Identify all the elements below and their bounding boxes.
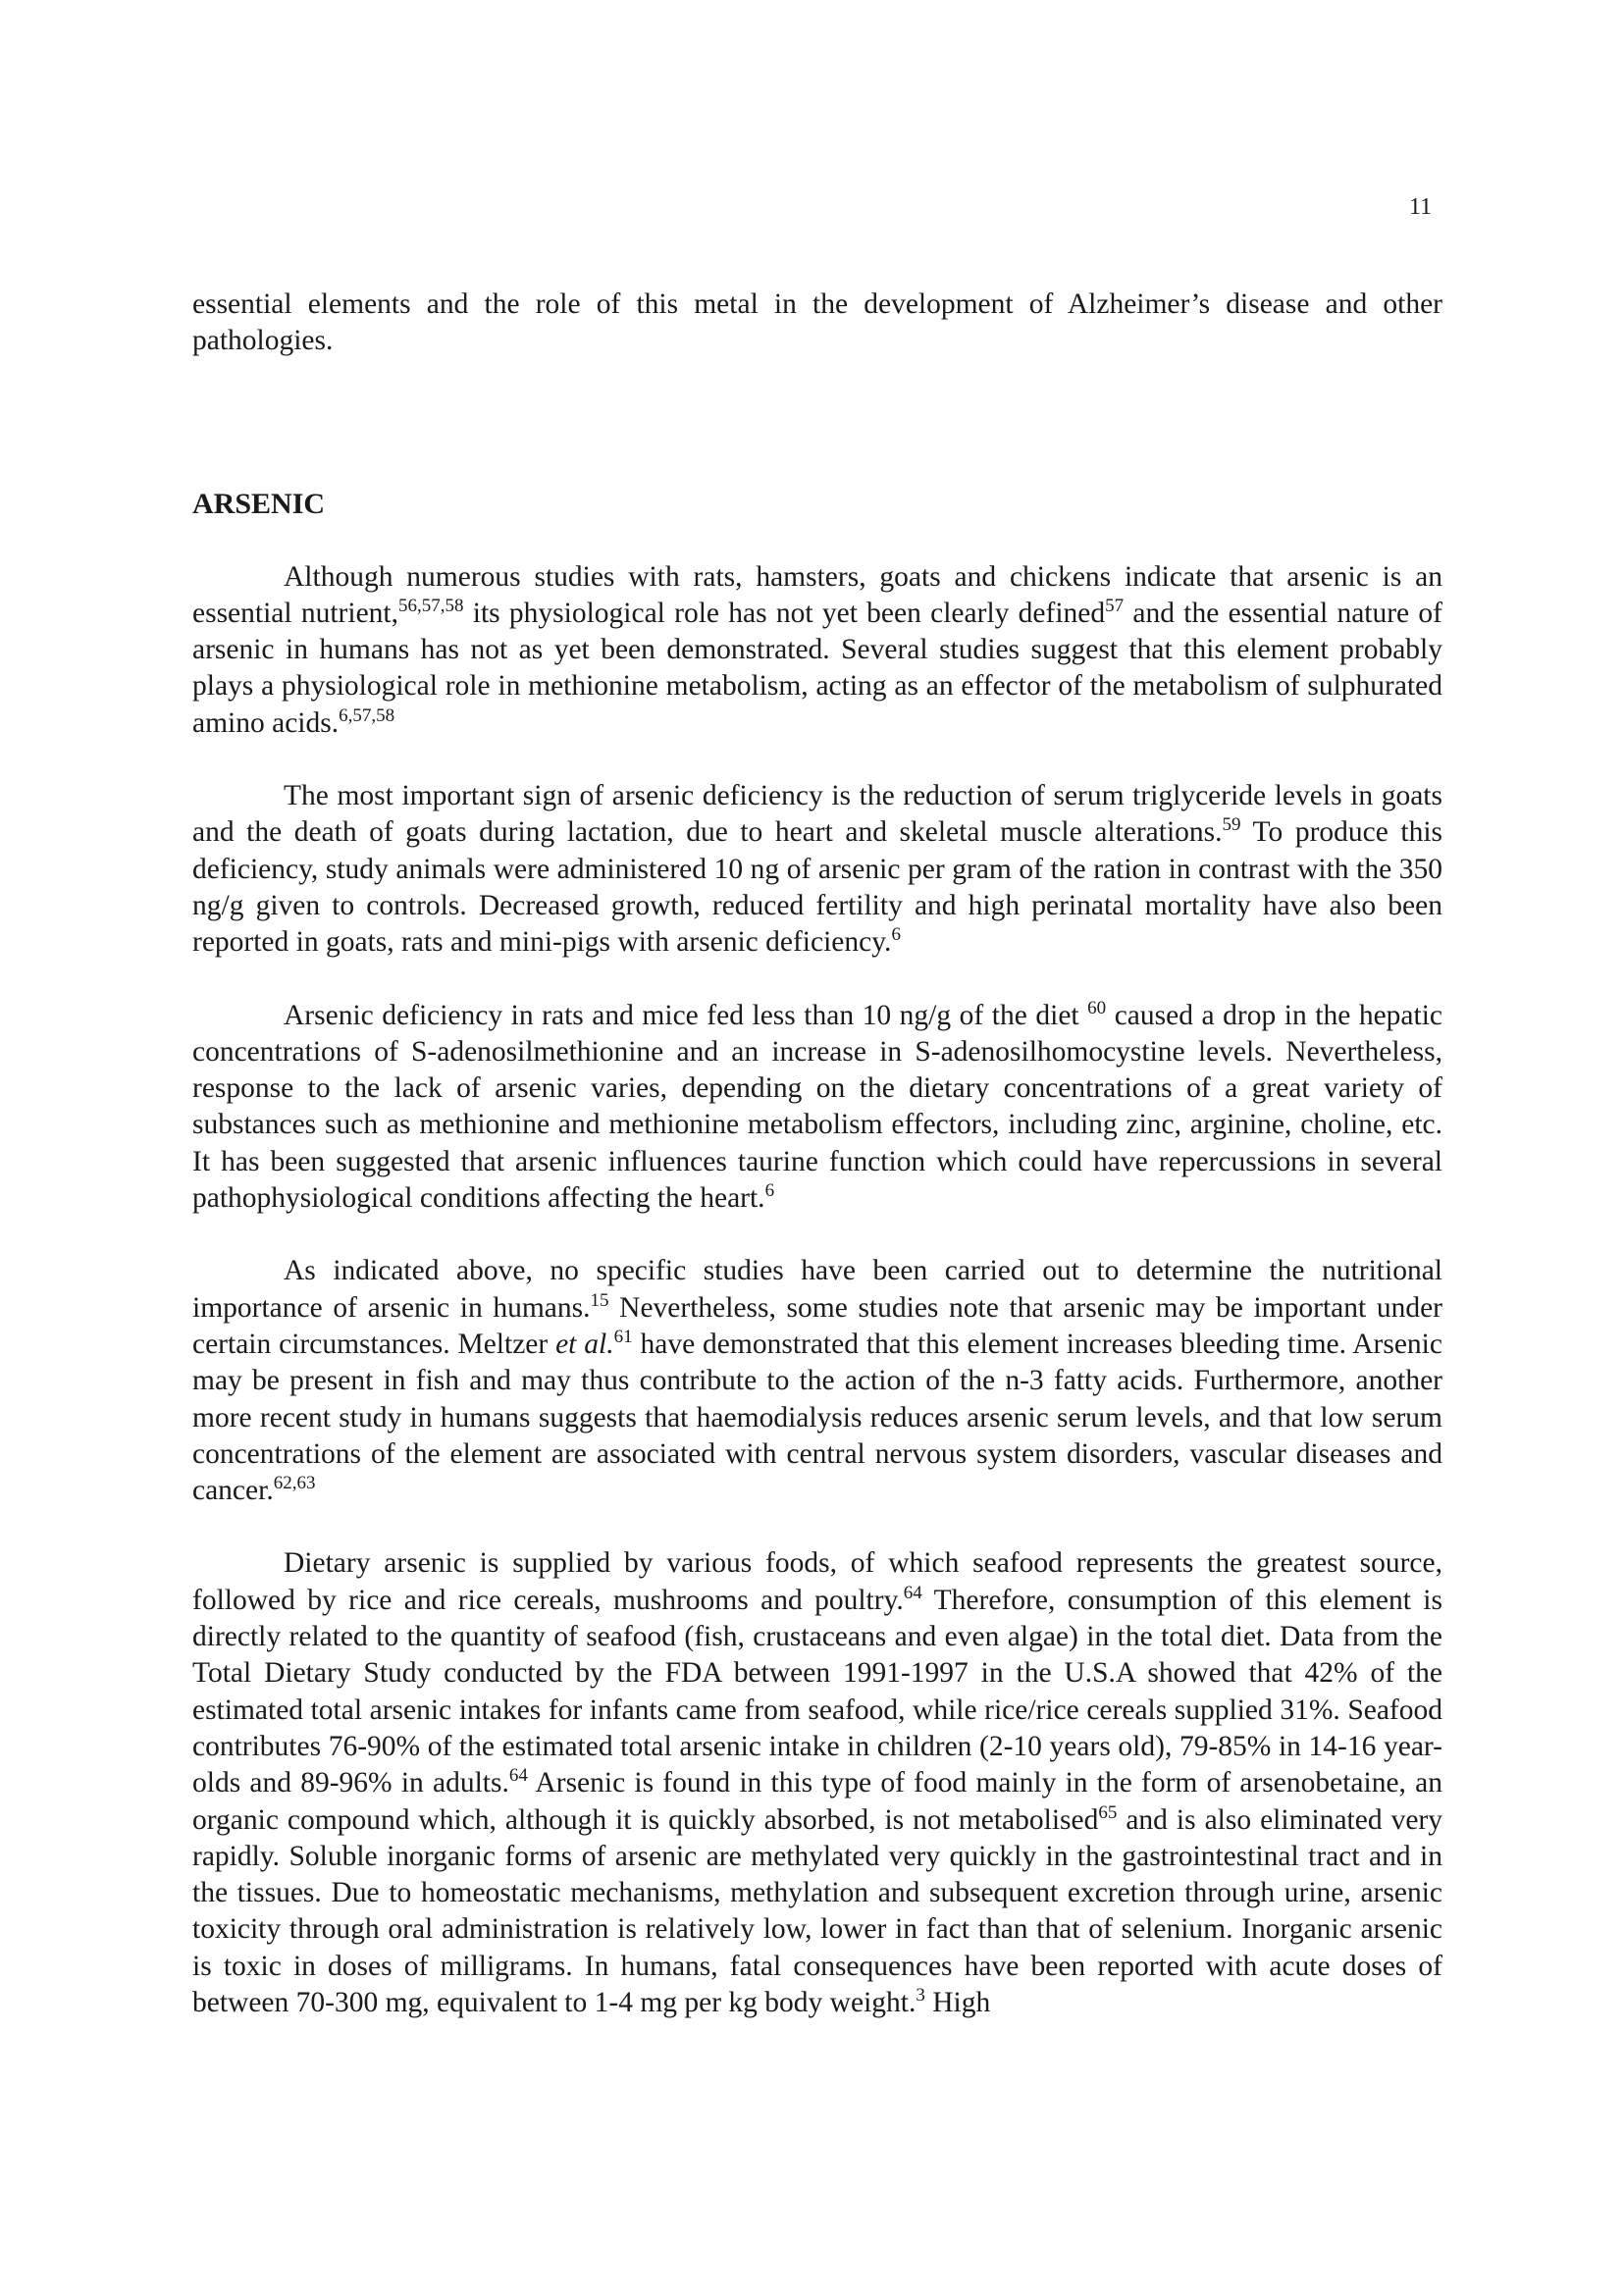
citation-ref: 60 xyxy=(1087,997,1107,1018)
paragraph-text: As indicated above, no specific studies have been carried out to determine the nutritional importance of arsenic in humans. xyxy=(192,1255,1442,1324)
paragraph-deficiency-sign xyxy=(192,778,1442,961)
paragraph-dietary-sources xyxy=(192,1545,1442,2021)
citation-ref: 64 xyxy=(508,1765,528,1787)
citation-ref: 6 xyxy=(764,1180,775,1202)
paragraph-human-importance xyxy=(192,1253,1442,1509)
continuation-paragraph: essential elements and the role of this metal in the development of Alzheimer’s disease and other pathologies. xyxy=(192,288,1442,357)
citation-ref: 6 xyxy=(891,924,901,946)
paragraph-text: Nevertheless, some studies note that arsenic may be important under certain circumstances. Meltzer xyxy=(192,1291,1442,1360)
paragraph-text: Dietary arsenic is supplied by various foods, of which seafood represents the greatest source, followed by rice and rice cereals, mushrooms and poultry. xyxy=(192,1547,1442,1616)
paragraph-text: Arsenic is found in this type of food mainly in the form of arsenobetaine, an organic compound which, although it is quickly absorbed, is not metabolised xyxy=(192,1767,1442,1836)
citation-ref: 3 xyxy=(916,1984,925,2006)
paragraph-text: To produce this deficiency, study animals were administered 10 ng of arsenic per gram of the ration in contrast with the 350 ng/g given to controls. Decreased growth, reduced fertility and high perinatal mortality have also been reported in goats, rats and mini-pigs with arsenic deficiency. xyxy=(192,816,1443,959)
paragraph-text: its physiological role has not yet been clearly defined xyxy=(463,597,1106,629)
citation-ref: 61 xyxy=(613,1326,633,1347)
citation-ref: 57 xyxy=(1105,595,1125,616)
paragraph-text: have demonstrated that this element increases bleeding time. Arsenic may be present in fish and may thus contribute to the action of the n-3 fatty acids. Furthermore, another more recent study in humans suggests that haemodialysis reduces arsenic serum levels, and that low serum concentrations of the element are associated with central nervous system disorders, vascular diseases and cancer. xyxy=(192,1328,1442,1507)
paragraph-text: Arsenic deficiency in rats and mice fed less than 10 ng/g of the diet xyxy=(284,999,1088,1031)
et-al-italic: et al. xyxy=(555,1328,614,1360)
paragraph-text: and the essential nature of arsenic in humans has not as yet been demonstrated. Several studies suggest that this element probably plays a physiological role in methionine metabolism, acting as an effector of the metabolism of sulphurated amino acids. xyxy=(192,597,1442,739)
citation-ref: 65 xyxy=(1098,1801,1118,1823)
citation-ref: 15 xyxy=(590,1289,609,1311)
citation-ref: 59 xyxy=(1222,814,1241,836)
paragraph-deficiency-rats xyxy=(192,998,1442,1218)
paragraph-essentiality xyxy=(192,559,1442,742)
citation-ref: 64 xyxy=(903,1582,922,1603)
document-body xyxy=(192,287,1442,2021)
paragraph-text: High xyxy=(924,1986,991,2018)
citation-ref: 6,57,58 xyxy=(339,704,395,726)
paragraph-text: caused a drop in the hepatic concentrations of S-adenosilmethionine and an increase in S-adenosilhomocystine levels. Nevertheless, response to the lack of arsenic varies, depending on the dietary concentrations of a great variety of substances such as methionine and methionine metabolism effectors, including zinc, arginine, choline, etc. It has been suggested that arsenic influences taurine function which could have repercussions in several pathophysiological conditions affecting the heart. xyxy=(192,999,1443,1215)
paragraph-text: and is also eliminated very rapidly. Soluble inorganic forms of arsenic are methylated very quickly in the gastrointestinal tract and in the tissues. Due to homeostatic mechanisms, methylation and subsequent excretion through urine, arsenic toxicity through oral administration is relatively low, lower in fact than that of selenium. Inorganic arsenic is toxic in doses of milligrams. In humans, fatal consequences have been reported with acute doses of between 70-300 mg, equivalent to 1-4 mg per kg body weight. xyxy=(192,1803,1442,2018)
page-number: 11 xyxy=(1409,194,1433,220)
paragraph-text: The most important sign of arsenic deficiency is the reduction of serum triglyceride levels in goats and the death of goats during lactation, due to heart and skeletal muscle alterations. xyxy=(192,780,1442,849)
paragraph-text: Although numerous studies with rats, hamsters, goats and chickens indicate that arsenic is an essential nutrient, xyxy=(192,560,1442,629)
section-heading: ARSENIC xyxy=(192,487,326,520)
citation-ref: 56,57,58 xyxy=(398,595,464,616)
paragraph-text: Therefore, consumption of this element is directly related to the quantity of seafood (fish, crustaceans and even algae) in the total diet. Data from the Total Dietary Study conducted by the FDA between 1991-1997 in the U.S.A showed that 42% of the estimated total arsenic intakes for infants came from seafood, while rice/rice cereals supplied 31%. Seafood contributes 76-90% of the estimated total arsenic intake in children (2-10 years old), 79-85% in 14-16 year-olds and 89-96% in adults. xyxy=(192,1584,1442,1799)
citation-ref: 62,63 xyxy=(273,1473,316,1494)
